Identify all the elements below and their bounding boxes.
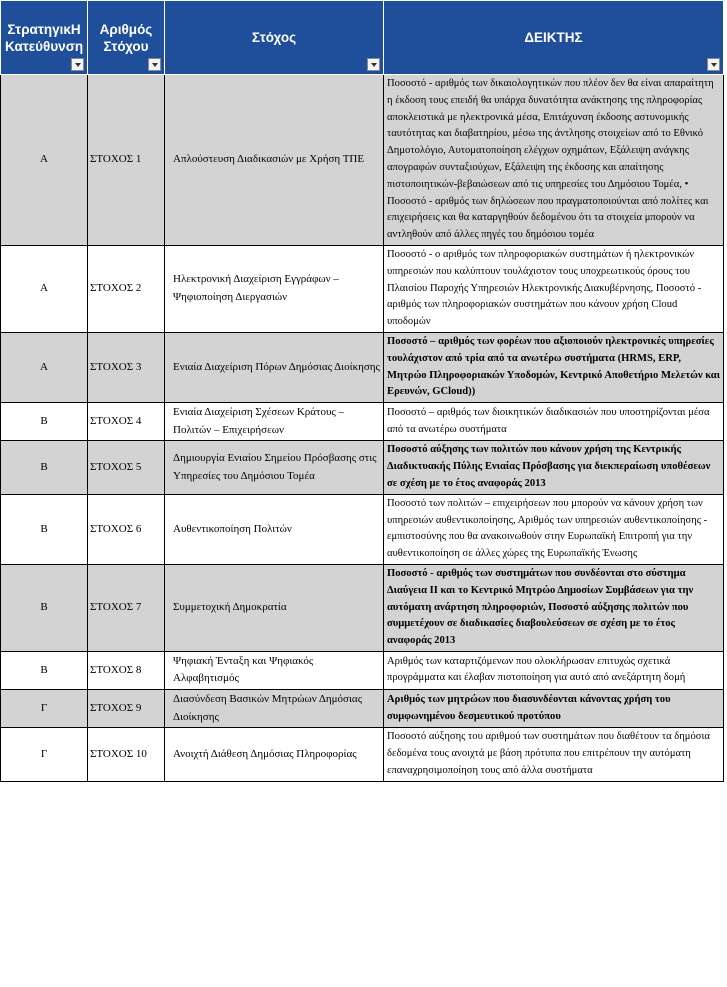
direction-cell: Β: [1, 441, 88, 494]
table-row: [1, 690, 724, 728]
table-row: [1, 332, 724, 402]
direction-cell: Α: [1, 332, 88, 402]
table-row: [1, 245, 724, 332]
header-goal-number-line-2: Στόχου: [103, 38, 149, 54]
direction-cell: Α: [1, 245, 88, 332]
header-direction-line-1: ΣτρατηγικΗ: [7, 21, 81, 37]
direction-cell: Β: [1, 403, 88, 441]
indicators-cell: Ποσοστό – αριθμός των διοικητικών διαδικασιών που υποστηρίζονται μέσα από τα ανωτέρω συστήματα: [384, 403, 724, 441]
indicators-cell: Ποσοστό - αριθμός των δικαιολογητικών που πλέον δεν θα είναι απαραίτητη η έκδοση τους επειδή θα υπάρχα δυνατότητα ανάκτησης της πληροφορίας αποκλειστικά με ηλεκτρονικά μέσα, Επιτάχυνση έκδοσης αστυνομικής ταυτότητας και διαβατηρίου, μέσω της άντλησης στοιχείων από το Εθνικό Δημοτολόγιο, Αυτοματοποίηση ελέγχων οχημάτων, Εξάλειψη ανάγκης απογραφών συνταξιούχων, Εξάλειψη της έκδοσης και απαίτησης πιστοποιητικών-βεβαιώσεων από τις υπηρεσίες του Δημόσιου Τομέα, • Ποσοστό - αριθμός των δηλώσεων που πραγματοποιούνται από πολίτες και επιχειρήσεις και θα καταργηθούν δεδομένου ότι τα στοιχεία μπορούν να αντληθούν από άλλες πηγές του δημόσιου τομέα: [384, 75, 724, 246]
goal-number-cell: ΣΤΟΧΟΣ 7: [88, 564, 165, 651]
header-target: [165, 1, 384, 75]
goal-number-cell: ΣΤΟΧΟΣ 4: [88, 403, 165, 441]
goal-number-cell: ΣΤΟΧΟΣ 2: [88, 245, 165, 332]
header-row: [1, 1, 724, 75]
target-cell: Ενιαία Διαχείριση Σχέσεων Κράτους – Πολιτών – Επιχειρήσεων: [165, 403, 384, 441]
header-direction: [1, 1, 88, 75]
indicators-cell: Αριθμός των καταρτιζόμενων που ολοκλήρωσαν επιτυχώς σχετικά προγράμματα και έλαβαν πιστοποίηση για αυτό από ανεξάρτητη δομή: [384, 651, 724, 689]
target-cell: Δημιουργία Ενιαίου Σημείου Πρόσβασης στις Υπηρεσίες του Δημόσιου Τομέα: [165, 441, 384, 494]
target-cell: Απλούστευση Διαδικασιών με Χρήση ΤΠΕ: [165, 75, 384, 246]
direction-cell: Α: [1, 75, 88, 246]
header-goal-number-line-1: Αριθμός: [99, 21, 153, 37]
target-cell: Αυθεντικοποίηση Πολιτών: [165, 494, 384, 564]
direction-cell: Β: [1, 651, 88, 689]
direction-cell: Γ: [1, 728, 88, 781]
target-cell: Ενιαία Διαχείριση Πόρων Δημόσιας Διοίκησης: [165, 332, 384, 402]
goal-number-cell: ΣΤΟΧΟΣ 6: [88, 494, 165, 564]
header-target-label: Στόχος: [251, 30, 297, 45]
filter-dropdown-direction-icon[interactable]: [71, 58, 84, 71]
direction-cell: Γ: [1, 690, 88, 728]
header-direction-line-2: Κατεύθυνση: [5, 38, 84, 54]
table-row: [1, 564, 724, 651]
table-row: [1, 728, 724, 781]
table-row: [1, 403, 724, 441]
goal-number-cell: ΣΤΟΧΟΣ 9: [88, 690, 165, 728]
indicators-cell: Ποσοστό των πολιτών – επιχειρήσεων που μπορούν να κάνουν χρήση των υπηρεσιών αυθεντικοποίησης, Αριθμός των υπηρεσιών αυθεντικοποίησης - εμπιστοσύνης που θα ανακοινωθούν στην Ευρωπαϊκή Επιτροπή για την αυθεντικοποίηση σε άλλες χώρες της Ευρωπαϊκής Ένωσης: [384, 494, 724, 564]
table-row: [1, 494, 724, 564]
indicators-cell: Αριθμός των μητρώων που διασυνδέονται κάνοντας χρήση του συμφωνημένου δεσμευτικού προτύπου: [384, 690, 724, 728]
table-row: [1, 651, 724, 689]
target-cell: Ηλεκτρονική Διαχείριση Εγγράφων – Ψηφιοποίηση Διεργασιών: [165, 245, 384, 332]
direction-cell: Β: [1, 564, 88, 651]
indicators-cell: Ποσοστό - αριθμός των συστημάτων που συνδέονται στο σύστημα Διαύγεια ΙΙ και το Κεντρικό Μητρώο Δημοσίων Συμβάσεων για την αυτόματη ανάρτηση πληροφοριών, Ποσοστό αύξησης πολιτών που συμμετέχουν σε διαδικασίες διαβουλεύσεων σε σχέση με το έτος αναφοράς 2013: [384, 564, 724, 651]
goal-number-cell: ΣΤΟΧΟΣ 5: [88, 441, 165, 494]
filter-dropdown-goal-number-icon[interactable]: [148, 58, 161, 71]
target-cell: Συμμετοχική Δημοκρατία: [165, 564, 384, 651]
target-cell: Διασύνδεση Βασικών Μητρώων Δημόσιας Διοίκησης: [165, 690, 384, 728]
goal-number-cell: ΣΤΟΧΟΣ 3: [88, 332, 165, 402]
target-cell: Ψηφιακή Ένταξη και Ψηφιακός Αλφαβητισμός: [165, 651, 384, 689]
goal-number-cell: ΣΤΟΧΟΣ 8: [88, 651, 165, 689]
indicators-cell: Ποσοστό - ο αριθμός των πληροφοριακών συστημάτων ή ηλεκτρονικών υπηρεσιών που καλύπτουν τουλάχιστον τους υποχρεωτικούς όρους του Πλαισίου Παροχής Υπηρεσιών Ηλεκτρονικής Διακυβέρνησης, Ποσοστό - αριθμός των πληροφοριακών συστημάτων που κάνουν χρήση Cloud υποδομών: [384, 245, 724, 332]
goal-number-cell: ΣΤΟΧΟΣ 10: [88, 728, 165, 781]
filter-dropdown-target-icon[interactable]: [367, 58, 380, 71]
header-goal-number: [88, 1, 165, 75]
indicators-cell: Ποσοστό αύξησης του αριθμού των συστημάτων που διαθέτουν τα δημόσια δεδομένα τους ανοιχτά με βάση πρότυπα που επιτρέπουν την αυτόματη επαναχρησιμοποίηση τους από άλλα συστήματα: [384, 728, 724, 781]
filter-dropdown-indicators-icon[interactable]: [707, 58, 720, 71]
direction-cell: Β: [1, 494, 88, 564]
target-cell: Ανοιχτή Διάθεση Δημόσιας Πληροφορίας: [165, 728, 384, 781]
header-indicators: [384, 1, 724, 75]
goal-number-cell: ΣΤΟΧΟΣ 1: [88, 75, 165, 246]
table-row: [1, 441, 724, 494]
indicators-cell: Ποσοστό – αριθμός των φορέων που αξιοποιούν ηλεκτρονικές υπηρεσίες τουλάχιστον από τρία από τα ανωτέρω συστήματα (HRMS, ERP, Μητρώο Πληροφοριακών Υποδομών, Κεντρικό Αποθετήριο Μελετών και Ερευνών, GCloud)): [384, 332, 724, 402]
header-indicators-label: ΔΕΙΚΤΗΣ: [524, 30, 583, 45]
indicators-cell: Ποσοστό αύξησης των πολιτών που κάνουν χρήση της Κεντρικής Διαδικτυακής Πύλης Ενιαίας Πρόσβασης για διεκπεραίωση υποθέσεων σε σχέση με το έτος αναφοράς 2013: [384, 441, 724, 494]
table-row: [1, 75, 724, 246]
